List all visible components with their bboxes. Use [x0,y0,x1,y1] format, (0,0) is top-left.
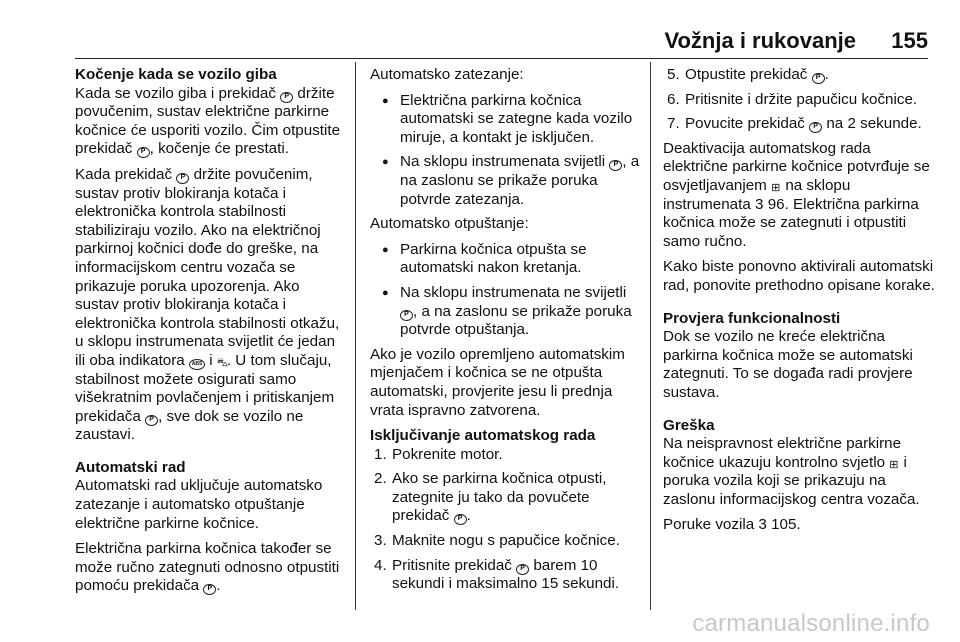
text: Kada se vozilo giba i prekidač [75,84,276,102]
paragraph [75,85,347,159]
section-heading: Kočenje kada se vozilo giba [75,66,277,83]
header-rule [75,58,928,59]
paragraph: Ako je vozilo opremljeno automatskim mjenjačem i kočnica se ne otpušta automatski, provjerite jesu li prednja vrata ispravno zatvorena. [370,345,625,419]
list-intro: Automatsko otpuštanje: [370,215,529,233]
step-number: 4. [374,556,387,574]
text: Ako se parkirna kočnica otpusti, zategnite ju tako da povučete prekidač [392,470,607,525]
step-number: 6. [667,90,680,108]
paragraph [663,516,935,535]
text: Maknite nogu s papučice kočnice. [392,532,620,550]
text: 96. Električna parkirna kočnica može se zategnuti i otpustiti samo ručno. [663,195,919,250]
text: na sklopu instrumenata [663,176,851,213]
list-item [663,91,935,110]
text: Povucite prekidač [685,115,805,133]
step-number: 7. [667,115,680,133]
text: Otpustite prekidač [685,66,808,83]
text: , a na zaslonu se prikaže poruka potvrde otpuštanja. [400,302,632,339]
esc-icon: ⛍ [216,356,229,369]
page-header [75,22,928,52]
text: . U tom slučaju, stabilnost možete osigurati samo višekratnim povlačenjem i pritiskanjem prekidača [75,351,335,425]
parking-brake-icon: P [176,173,189,184]
section-heading: Greška [663,416,715,434]
paragraph [663,140,935,252]
text: , kočenje će prestati. [149,140,289,158]
paragraph [663,435,935,509]
warning-lamp-icon: ⊞ [771,181,781,194]
parking-brake-icon: P [516,564,529,575]
text: Pritisnite i držite papučicu kočnice. [685,90,918,108]
list-intro: Automatsko zatezanje: [370,66,524,83]
text: na 2 sekunde. [826,115,922,133]
text: . [216,577,221,595]
page-title: Vožnja i rukovanje [664,28,856,53]
text: i poruka vozila koji se prikazuju na zaslonu informacijskog centra vozača. [663,453,920,508]
list-item [370,557,642,594]
list-item [370,446,642,465]
fault-lamp-icon: ⊞ [889,458,899,471]
column-divider [355,62,356,610]
parking-brake-icon: P [454,514,467,525]
list-item: ● Električna parkirna kočnica automatski se zategne kada vozilo miruje, a kontakt je isključen. [370,92,642,148]
parking-brake-icon: P [203,584,216,595]
text: Pritisnite prekidač [392,556,512,574]
parking-brake-icon: P [609,160,622,171]
paragraph: Kako biste ponovno aktivirali automatski rad, ponovite prethodno opisane korake. [663,258,935,294]
section-heading: Isključivanje automatskog rada [370,427,596,445]
list-item [663,66,935,85]
section-heading: Automatski rad [75,458,186,476]
text: 105. [771,516,801,534]
list-item [370,153,642,209]
step-number: 5. [667,66,680,83]
text: , a na zaslonu se prikaže poruka potvrde zatezanja. [400,153,640,208]
column-divider [650,62,651,610]
list-item [370,532,642,551]
step-number: 1. [374,445,387,463]
paragraph [75,540,347,596]
text: Na neispravnost električne parkirne kočnice ukazuju kontrolno svjetlo [663,435,902,471]
text: Na sklopu instrumenata ne svijetli [400,283,627,301]
text: Poruke vozila [663,516,755,534]
text: . [466,507,471,525]
parking-brake-icon: P [137,147,150,158]
text: i [209,351,213,369]
text: Kada prekidač [75,165,173,183]
parking-brake-icon: P [280,92,293,103]
text: Pokrenite motor. [392,445,503,463]
text: . [824,66,829,83]
list-item [370,284,642,340]
page-number: 155 [891,28,928,53]
text: Deaktivacija automatskog rada električne parkirne kočnice potvrđuje se osvjetljavanjem [663,139,930,194]
step-number: 2. [374,470,387,488]
text: držite povučenim, sustav električne parkirne kočnice će usporiti vozilo. Čim otpustite prekidač [75,84,341,158]
list-item [663,115,935,134]
text: Na sklopu instrumenata svijetli [400,153,606,171]
parking-brake-icon: P [812,73,825,84]
parking-brake-icon: P [145,415,158,426]
page-reference-icon: 3 [755,195,764,213]
parking-brake-icon: P [809,122,822,133]
section-heading: Provjera funkcionalnosti [663,309,841,327]
text: držite povučenim, sustav protiv blokiranja kotača i elektronička kontrola stabilnosti stabiliziraju vozilo. Ako na električnoj parkirnoj kočnici dođe do greške, na informacijskom centru vozača se prikazuje poruka upozorenja. Ako sustav protiv blokiranja kotača i elektronička kontrola stabilnosti otkažu, u sklopu instrumenata svijetlit će jedan ili oba indikatora [75,165,340,369]
text: Električna parkirna kočnica također se može ručno zategnuti odnosno otpustiti pomoću prekidača [75,540,340,595]
column-3 [663,66,935,542]
list-item [370,470,642,526]
abs-icon: ABS [189,359,205,370]
paragraph: Automatski rad uključuje automatsko zatezanje i automatsko otpuštanje električne parkirne kočnice. [75,477,323,532]
list-item: ● Parkirna kočnica otpušta se automatski nakon kretanja. [370,241,642,278]
paragraph: Dok se vozilo ne kreće električna parkirna kočnica može se automatski zategnuti. To se događa radi provjere sustava. [663,328,913,401]
text: barem 10 sekundi i maksimalno 15 sekundi. [392,556,620,593]
column-2 [370,66,642,600]
watermark: carmanualsonline.info [692,610,930,637]
paragraph [75,166,347,445]
page-reference-icon: 3 [758,516,767,534]
column-1 [75,66,347,603]
parking-brake-icon: P [400,310,413,321]
step-number: 3. [374,532,387,550]
text: , sve dok se vozilo ne zaustavi. [75,407,304,444]
